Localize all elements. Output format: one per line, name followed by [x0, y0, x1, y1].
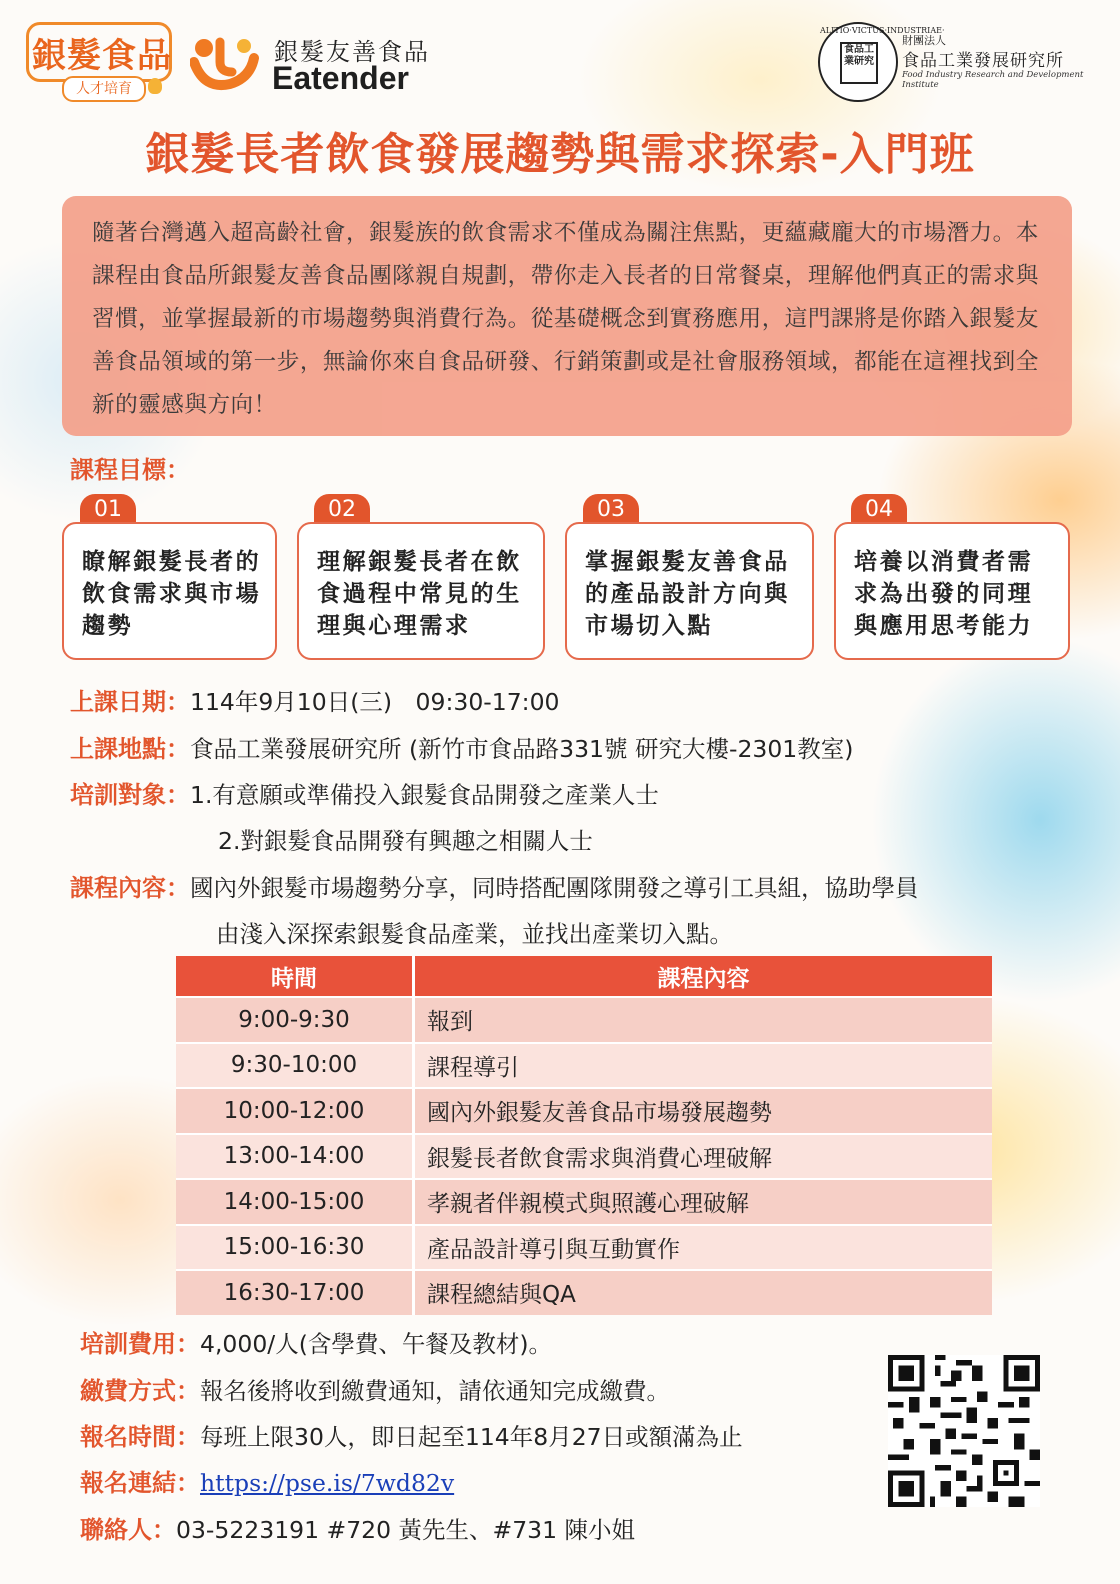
content-value-1: 國內外銀髮市場趨勢分享，同時搭配團隊開發之導引工具組，協助學員 [190, 874, 919, 902]
table-row [176, 1134, 992, 1180]
content-cell: 課程導引 [414, 1043, 993, 1089]
time-cell: 10:00-12:00 [176, 1088, 414, 1134]
content-row [70, 868, 919, 903]
contact-label: 聯絡人： [80, 1516, 176, 1544]
goal-number: 04 [851, 494, 907, 524]
date-value: 114年9月10日(三) 09:30-17:00 [190, 688, 560, 716]
content-cell: 銀髮長者飲食需求與消費心理破解 [414, 1134, 993, 1180]
fee-row [80, 1324, 552, 1359]
page-title: 銀髮長者飲食發展趨勢與需求探索-入門班 [145, 129, 975, 180]
qr-code[interactable] [888, 1355, 1040, 1507]
table-row [176, 997, 992, 1043]
content-cell: 國內外銀髮友善食品市場發展趨勢 [414, 1088, 993, 1134]
intro-text: 隨著台灣邁入超高齡社會，銀髮族的飲食需求不僅成為關注焦點，更蘊藏龐大的市場潛力。本課程由食品所銀髮友善食品團隊親自規劃，帶你走入長者的日常餐桌，理解他們真正的需求與習慣，並掌握最新的市場趨勢與消費行為。從基礎概念到實務應用，這門課將是你踏入銀髮友善食品領域的第一步，無論你來自食品研發、行銷策劃或是社會服務領域，都能在這裡找到全新的靈感與方向！ [92, 220, 1039, 418]
goal-text: 理解銀髮長者在飲食過程中常見的生理與心理需求 [317, 549, 522, 639]
registration-time-label: 報名時間： [80, 1423, 200, 1451]
content-cell: 報到 [414, 997, 993, 1043]
registration-link-row [80, 1463, 454, 1498]
goal-text: 掌握銀髮友善食品的產品設計方向與市場切入點 [585, 549, 790, 639]
goal-card [565, 522, 814, 660]
registration-link-label: 報名連結： [80, 1469, 200, 1497]
target-row [70, 775, 659, 810]
payment-label: 繳費方式： [80, 1377, 200, 1405]
table-row [176, 1225, 992, 1271]
contact-row [80, 1510, 635, 1545]
institute-name-cn: 食品工業發展研究所 [902, 51, 1064, 71]
date-label: 上課日期： [70, 688, 190, 716]
time-cell: 16:30-17:00 [176, 1270, 414, 1315]
time-cell: 9:30-10:00 [176, 1043, 414, 1089]
table-row [176, 1043, 992, 1089]
content-cell: 孝親者伴親模式與照護心理破解 [414, 1179, 993, 1225]
contact-value: 03-5223191 #720 黃先生、#731 陳小姐 [176, 1516, 636, 1544]
goal-number: 03 [583, 494, 639, 524]
payment-value: 報名後將收到繳費通知，請依通知完成繳費。 [200, 1377, 670, 1405]
logo-left-sub: 人才培育 [62, 76, 146, 102]
lightbulb-icon [148, 78, 162, 94]
institute-name-en: Food Industry Research and Development Institute [902, 70, 1084, 90]
target-value-2: 2.對銀髮食品開發有興趣之相關人士 [218, 827, 593, 855]
target-value-1: 1.有意願或準備投入銀髮食品開發之產業人士 [190, 781, 659, 809]
schedule-table [176, 956, 992, 1315]
goal-card [62, 522, 277, 660]
content-cell: 課程總結與QA [414, 1270, 993, 1315]
goal-number: 01 [80, 494, 136, 524]
logo-left-text: 銀髮食品 [32, 36, 172, 76]
seal-ring-text: ALITIO·VICTUS·INDUSTRIAE· [820, 26, 945, 35]
goal-card [297, 522, 545, 660]
registration-time-row [80, 1417, 743, 1452]
intro-box [62, 196, 1072, 436]
goals-label: 課程目標： [70, 456, 190, 484]
eatender-smile-icon [190, 32, 262, 92]
content-label: 課程內容： [70, 874, 190, 902]
goal-card [834, 522, 1070, 660]
time-cell: 9:00-9:30 [176, 997, 414, 1043]
content-row-2 [216, 915, 733, 949]
brand-cn: 銀髮友善食品 [274, 38, 430, 66]
table-row [176, 1179, 992, 1225]
registration-link[interactable]: https://pse.is/7wd82v [200, 1469, 455, 1497]
time-column-header: 時間 [176, 956, 414, 997]
content-value-2: 由淺入深探索銀髮食品產業，並找出產業切入點。 [216, 920, 733, 948]
registration-time-value: 每班上限30人，即日起至114年8月27日或額滿為止 [200, 1423, 743, 1451]
place-value: 食品工業發展研究所 (新竹市食品路331號 研究大樓-2301教室) [190, 735, 854, 763]
table-row [176, 1270, 992, 1315]
content-cell: 產品設計導引與互動實作 [414, 1225, 993, 1271]
date-row [70, 682, 559, 717]
seal-inner-text: 食品工業研究 [840, 42, 878, 84]
table-header-row [176, 956, 992, 997]
institute-small: 財團法人 [902, 34, 946, 47]
time-cell: 15:00-16:30 [176, 1225, 414, 1271]
silver-food-logo [22, 16, 172, 100]
payment-row [80, 1371, 670, 1406]
goal-text: 瞭解銀髮長者的飲食需求與市場趨勢 [82, 549, 262, 639]
table-row [176, 1088, 992, 1134]
target-label: 培訓對象： [70, 781, 190, 809]
content-column-header: 課程內容 [414, 956, 993, 997]
goal-text: 培養以消費者需求為出發的同理與應用思考能力 [854, 549, 1034, 639]
time-cell: 13:00-14:00 [176, 1134, 414, 1180]
brand-en: Eatender [272, 60, 409, 96]
time-cell: 14:00-15:00 [176, 1179, 414, 1225]
goal-number: 02 [314, 494, 370, 524]
place-row [70, 729, 853, 764]
fee-label: 培訓費用： [80, 1330, 200, 1358]
target-row-2 [218, 822, 593, 856]
fee-value: 4,000/人(含學費、午餐及教材)。 [200, 1330, 553, 1358]
place-label: 上課地點： [70, 735, 190, 763]
